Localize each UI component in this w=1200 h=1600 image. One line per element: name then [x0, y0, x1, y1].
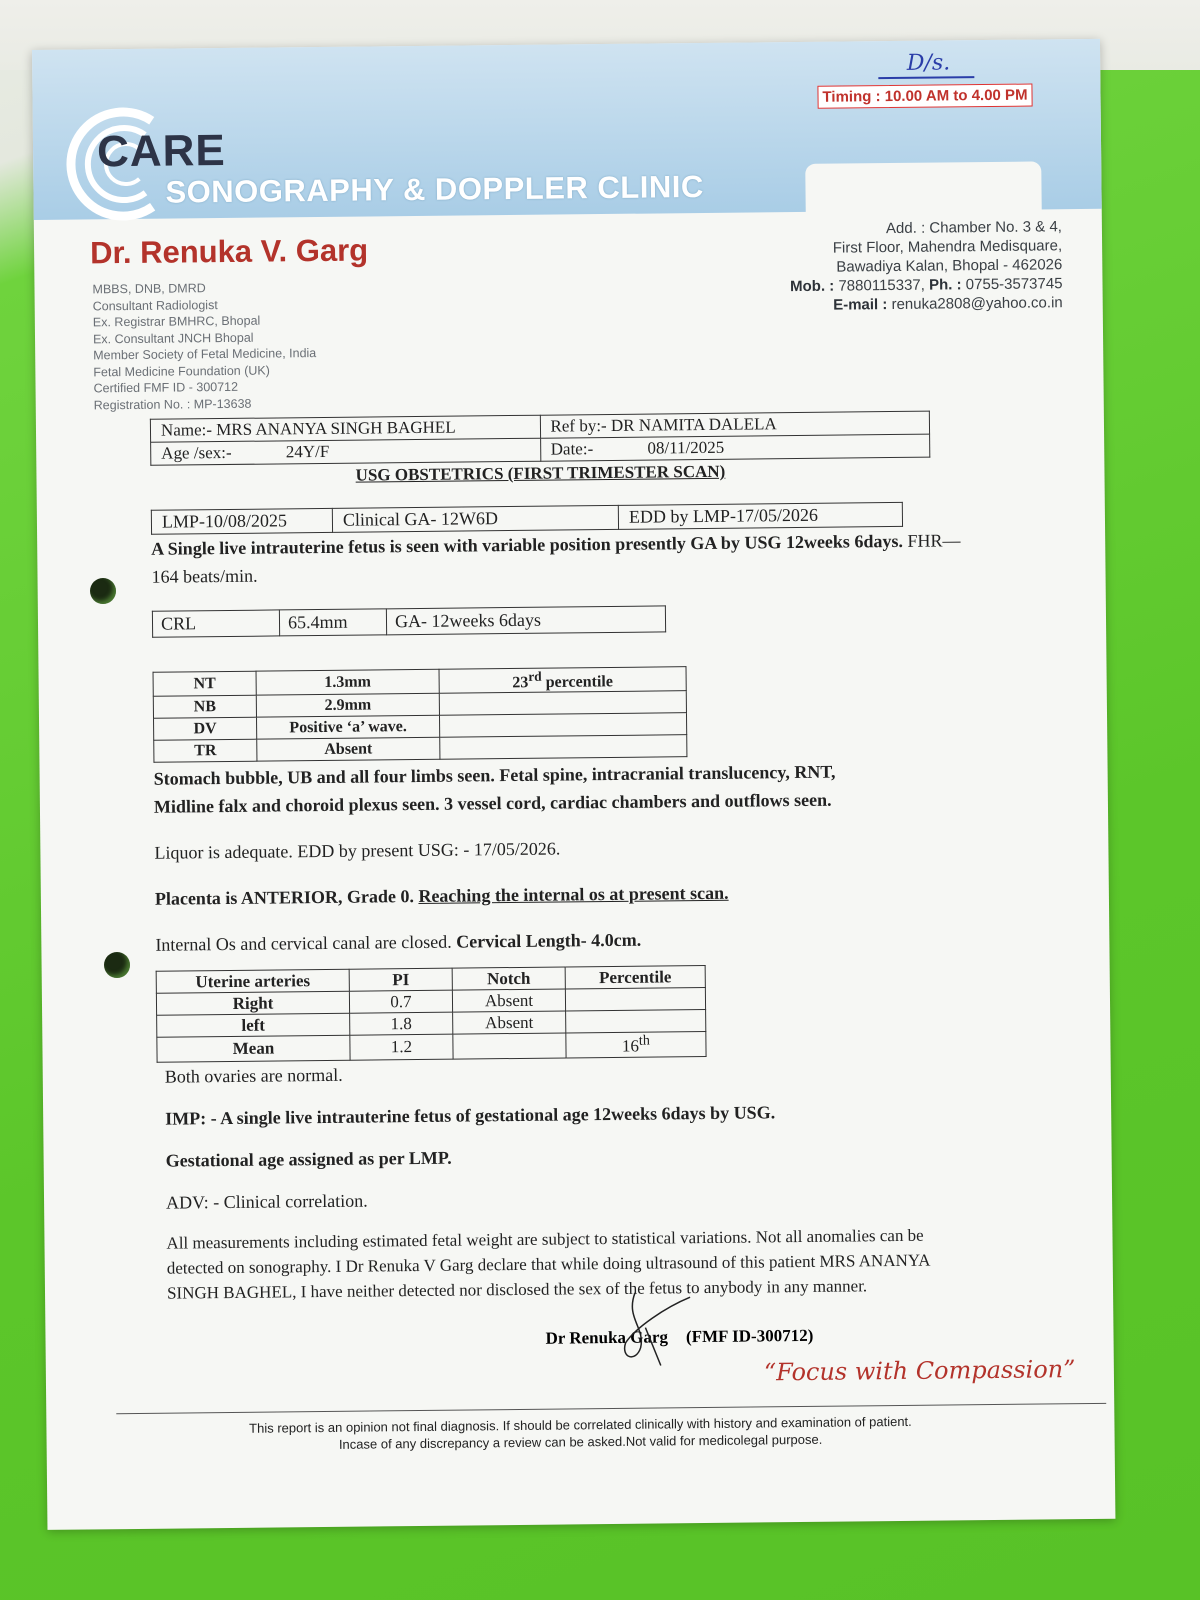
signature-block	[545, 1326, 813, 1349]
crl-table	[152, 605, 666, 637]
artery-side: Right	[156, 992, 349, 1016]
edd-by-lmp: EDD by LMP-17/05/2026	[618, 502, 902, 529]
qualification-line: Member Society of Fetal Medicine, India	[93, 346, 317, 363]
header-notch	[805, 161, 1042, 223]
artery-pi: 1.8	[350, 1012, 453, 1035]
artery-pi: 0.7	[349, 990, 452, 1013]
mobile-number: 7880115337,	[838, 276, 925, 295]
placenta-text	[155, 876, 985, 913]
punch-hole-icon	[90, 578, 116, 604]
doctor-name: Dr. Renuka V. Garg	[89, 232, 369, 271]
artery-percentile	[565, 988, 705, 1011]
cervical-length: Cervical Length- 4.0cm.	[456, 929, 642, 952]
report-footer	[46, 1411, 1114, 1456]
qualification-line: Certified FMF ID - 300712	[93, 379, 239, 396]
marker-percentile	[439, 691, 686, 716]
artery-notch: Absent	[452, 989, 565, 1012]
patient-info-table	[150, 411, 930, 466]
col-header: PI	[349, 968, 452, 991]
date-cell	[540, 434, 930, 461]
ds-handwritten-mark: D/s.	[906, 50, 951, 76]
marker-name: TR	[154, 740, 257, 763]
fhr-text: FHR—164 beats/min.	[151, 530, 961, 587]
timing-badge: Timing : 10.00 AM to 4.00 PM	[817, 84, 1032, 109]
fetus-finding	[151, 526, 982, 591]
percentile-suffix: th	[638, 1032, 650, 1050]
artery-side: left	[157, 1014, 350, 1038]
qualification-line: Fetal Medicine Foundation (UK)	[93, 363, 270, 379]
logo-care-text: CARE	[96, 125, 227, 177]
percentile-number: 23	[512, 674, 529, 692]
artery-percentile	[566, 1032, 706, 1058]
artery-percentile	[566, 1010, 706, 1033]
logo-clinic-name: SONOGRAPHY & DOPPLER CLINIC	[165, 168, 704, 210]
signatory-fmf-id: (FMF ID-300712)	[685, 1325, 814, 1347]
marker-percentile	[439, 713, 686, 738]
address-line: First Floor, Mahendra Medisquare,	[832, 237, 1063, 257]
marker-name: NB	[153, 696, 256, 719]
marker-name: DV	[154, 718, 257, 741]
col-header: Notch	[452, 967, 565, 990]
cervix-text	[155, 922, 985, 959]
os-text: Internal Os and cervical canal are closed.	[155, 931, 457, 956]
col-header: Uterine arteries	[156, 970, 349, 994]
qualification-line: Ex. Registrar BMHRC, Bhopal	[92, 313, 261, 330]
marker-percentile	[440, 735, 687, 760]
artery-notch: Absent	[453, 1011, 566, 1034]
phone-number: 0755-3573745	[965, 275, 1063, 294]
qualification-line: MBBS, DNB, DMRD	[92, 281, 206, 297]
qualification-line: Consultant Radiologist	[92, 297, 218, 313]
email-label: E-mail :	[833, 296, 888, 314]
crl-ga: GA- 12weeks 6days	[386, 606, 665, 635]
artery-side: Mean	[157, 1036, 350, 1063]
uterine-arteries-table	[156, 965, 707, 1062]
doctor-qualifications	[92, 279, 316, 413]
report-paper	[32, 39, 1115, 1530]
age-label: Age /sex:-	[161, 442, 232, 463]
address-line: Add. : Chamber No. 3 & 4,	[885, 218, 1062, 238]
anatomy-line-2: Midline falx and choroid plexus seen. 3 vessel cord, cardiac chambers and outflows seen.	[153, 789, 832, 818]
crl-label: CRL	[152, 610, 279, 637]
marker-value: 2.9mm	[256, 694, 439, 718]
signatory-name: Dr Renuka Garg	[545, 1327, 669, 1348]
marker-value: 1.3mm	[256, 669, 439, 695]
marker-value: Absent	[257, 738, 440, 762]
nt-markers-table	[153, 666, 688, 763]
report-date: 08/11/2025	[647, 437, 725, 458]
age-sex-cell	[151, 438, 541, 465]
date-label: Date:-	[550, 439, 594, 459]
ovaries-text: Both ovaries are normal.	[164, 1064, 343, 1087]
footer-line-2: Incase of any discrepancy a review can be asked.Not valid for medicolegal purpose.	[338, 1431, 823, 1452]
anatomy-line-1: Stomach bubble, UB and all four limbs seen. Fetal spine, intracranial translucency, RNT,	[153, 761, 836, 790]
qualification-line: Ex. Consultant JNCH Bhopal	[92, 330, 254, 346]
referred-by: Ref by:- DR NAMITA DALELA	[540, 411, 930, 438]
punch-hole-icon	[104, 952, 130, 978]
liquor-text: Liquor is adequate. EDD by present USG: - 17/05/2026.	[154, 838, 561, 864]
email-line	[790, 293, 1063, 315]
fetus-finding-bold: A Single live intrauterine fetus is seen with variable position presently GA by USG 12weeks 6days.	[151, 530, 903, 559]
marker-percentile	[439, 667, 686, 694]
signature-scribble-icon	[605, 1287, 696, 1368]
percentile-text: percentile	[541, 673, 614, 692]
marker-name: NT	[153, 671, 256, 696]
qualification-line: Registration No. : MP-13638	[93, 396, 252, 412]
impression-text: IMP: - A single live intrauterine fetus of gestational age 12weeks 6days by USG.	[165, 1102, 776, 1129]
footer-line-1: This report is an opinion not final diagnosis. If should be correlated clinically with history and examination of patient.	[249, 1413, 912, 1436]
marker-value: Positive ‘a’ wave.	[257, 716, 440, 740]
report-heading: USG OBSTETRICS (FIRST TRIMESTER SCAN)	[355, 461, 726, 485]
address-line: Bawadiya Kalan, Bhopal - 462026	[836, 256, 1063, 276]
clinic-address	[789, 217, 1062, 315]
report-body	[150, 410, 989, 1306]
artery-pi: 1.2	[350, 1034, 453, 1060]
age-value: 24Y/F	[285, 441, 330, 462]
tagline: “Focus with Compassion”	[763, 1355, 1076, 1387]
artery-notch	[453, 1033, 566, 1059]
crl-value: 65.4mm	[279, 609, 386, 636]
email-address: renuka2808@yahoo.co.in	[891, 294, 1063, 314]
ga-assigned-text: Gestational age assigned as per LMP.	[165, 1147, 452, 1171]
col-header: Percentile	[565, 966, 705, 989]
percentile-suffix: rd	[528, 668, 542, 684]
table-row	[154, 735, 687, 763]
clinical-ga: Clinical GA- 12W6D	[332, 505, 618, 532]
ph-label: Ph. :	[928, 276, 962, 294]
disclaimer-text: All measurements including estimated fetal weight are subject to statistical variations. Not all anomalies can be detected on sonography. I Dr Renuka V Garg declare that while doing ultrasound of this patient MRS ANANYA SINGH BAGHEL, I have neither detected nor disclosed the sex of the fetus to anybody in any manner.	[166, 1225, 930, 1303]
percentile-number: 16	[621, 1036, 640, 1056]
patient-name: Name:- MRS ANANYA SINGH BAGHEL	[150, 415, 540, 442]
lmp-date: LMP-10/08/2025	[151, 508, 332, 534]
mob-label: Mob. :	[790, 277, 835, 296]
placenta-underlined: Reaching the internal os at present scan.	[418, 883, 729, 907]
advice-text: ADV: - Clinical correlation.	[165, 1190, 368, 1213]
placenta-bold: Placenta is ANTERIOR, Grade 0.	[154, 886, 419, 910]
